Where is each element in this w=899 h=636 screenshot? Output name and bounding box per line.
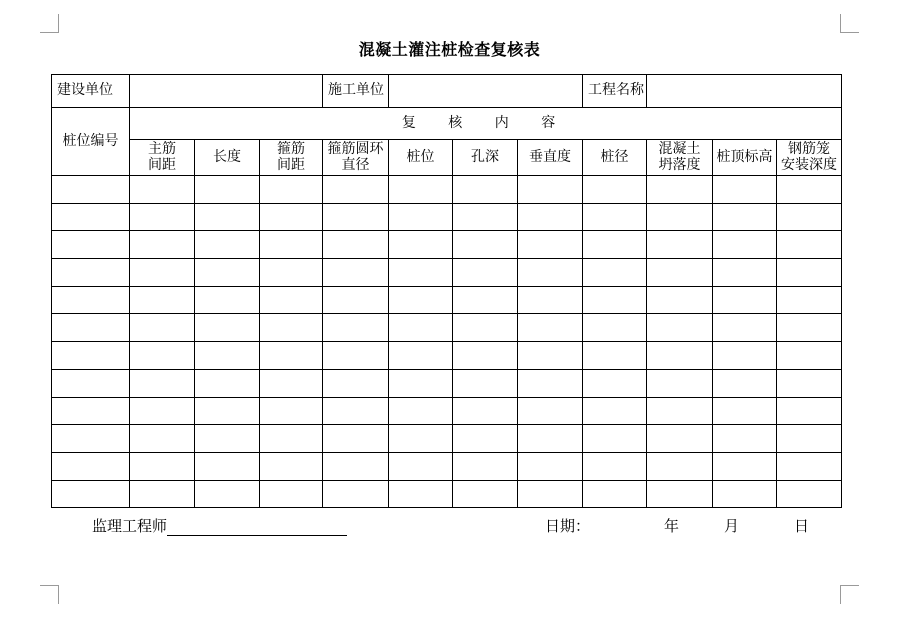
table-cell[interactable] bbox=[518, 452, 583, 480]
table-cell[interactable] bbox=[518, 342, 583, 370]
crop-mark-bottom-right bbox=[840, 585, 859, 604]
table-row bbox=[52, 259, 842, 287]
table-cell[interactable] bbox=[453, 397, 518, 425]
table-cell[interactable] bbox=[453, 369, 518, 397]
column-header-line1: 混凝土 bbox=[658, 141, 701, 158]
table-cell[interactable] bbox=[130, 452, 195, 480]
table-cell[interactable] bbox=[518, 259, 583, 287]
pile-no-cell[interactable] bbox=[52, 203, 130, 231]
table-row bbox=[52, 286, 842, 314]
column-header-line1: 桩位 bbox=[406, 148, 435, 165]
table-cell[interactable] bbox=[130, 231, 195, 259]
table-cell[interactable] bbox=[389, 176, 453, 204]
table-row bbox=[52, 397, 842, 425]
table-cell[interactable] bbox=[583, 397, 647, 425]
table-cell[interactable] bbox=[453, 480, 518, 508]
table-cell[interactable] bbox=[453, 286, 518, 314]
table-cell[interactable] bbox=[777, 452, 842, 480]
table-cell[interactable] bbox=[323, 314, 389, 342]
table-cell[interactable] bbox=[713, 203, 777, 231]
crop-mark-top-right bbox=[840, 14, 859, 33]
table-cell[interactable] bbox=[453, 314, 518, 342]
table-row bbox=[52, 231, 842, 259]
table-cell[interactable] bbox=[130, 176, 195, 204]
table-cell[interactable] bbox=[583, 203, 647, 231]
table-cell[interactable] bbox=[518, 397, 583, 425]
project-name-label: 工程名称 bbox=[583, 75, 647, 108]
table-row bbox=[52, 203, 842, 231]
table-cell[interactable] bbox=[323, 342, 389, 370]
table-cell[interactable] bbox=[777, 480, 842, 508]
column-header-line2: 间距 bbox=[277, 156, 305, 173]
table-cell[interactable] bbox=[713, 452, 777, 480]
table-cell[interactable] bbox=[323, 397, 389, 425]
table-cell[interactable] bbox=[130, 203, 195, 231]
table-cell[interactable] bbox=[583, 314, 647, 342]
table-cell[interactable] bbox=[518, 369, 583, 397]
column-header bbox=[130, 140, 195, 176]
column-header-line2: 安装深度 bbox=[781, 156, 838, 173]
pile-no-cell[interactable] bbox=[52, 425, 130, 453]
table-cell[interactable] bbox=[323, 425, 389, 453]
table-cell[interactable] bbox=[453, 176, 518, 204]
column-header bbox=[323, 140, 389, 176]
table-cell[interactable] bbox=[195, 176, 260, 204]
column-header-line2: 间距 bbox=[148, 156, 176, 173]
table-cell[interactable] bbox=[130, 314, 195, 342]
table-cell[interactable] bbox=[583, 286, 647, 314]
table-cell[interactable] bbox=[389, 231, 453, 259]
table-cell[interactable] bbox=[195, 203, 260, 231]
table-cell[interactable] bbox=[583, 231, 647, 259]
table-cell[interactable] bbox=[323, 231, 389, 259]
table-cell[interactable] bbox=[195, 480, 260, 508]
table-cell[interactable] bbox=[647, 286, 713, 314]
table-cell[interactable] bbox=[713, 369, 777, 397]
builder-unit-field[interactable] bbox=[389, 75, 583, 108]
column-header bbox=[713, 140, 777, 176]
table-cell[interactable] bbox=[713, 259, 777, 287]
table-cell[interactable] bbox=[583, 176, 647, 204]
table-cell[interactable] bbox=[323, 480, 389, 508]
column-header bbox=[647, 140, 713, 176]
date-label: 日期： bbox=[545, 517, 591, 535]
pile-no-cell[interactable] bbox=[52, 480, 130, 508]
table-cell[interactable] bbox=[323, 259, 389, 287]
table-cell[interactable] bbox=[195, 259, 260, 287]
table-cell[interactable] bbox=[323, 203, 389, 231]
table-cell[interactable] bbox=[260, 286, 323, 314]
table-cell[interactable] bbox=[583, 259, 647, 287]
table-cell[interactable] bbox=[260, 176, 323, 204]
pile-no-cell[interactable] bbox=[52, 369, 130, 397]
column-header-line1: 垂直度 bbox=[529, 148, 572, 165]
crop-mark-top-left bbox=[40, 14, 59, 33]
table-cell[interactable] bbox=[647, 203, 713, 231]
table-row bbox=[52, 176, 842, 204]
table-cell[interactable] bbox=[647, 259, 713, 287]
form-title: 混凝土灌注桩检查复核表 bbox=[358, 40, 541, 59]
supervisor-signature-line[interactable] bbox=[167, 517, 347, 536]
column-header bbox=[195, 140, 260, 176]
table-cell[interactable] bbox=[453, 425, 518, 453]
table-cell[interactable] bbox=[195, 397, 260, 425]
table-cell[interactable] bbox=[389, 342, 453, 370]
column-header-line2: 直径 bbox=[341, 156, 370, 173]
crop-mark-bottom-left bbox=[40, 585, 59, 604]
table-cell[interactable] bbox=[647, 397, 713, 425]
column-header-line1: 桩径 bbox=[600, 148, 629, 165]
table-row bbox=[52, 342, 842, 370]
table-cell[interactable] bbox=[777, 397, 842, 425]
table-cell[interactable] bbox=[713, 480, 777, 508]
table-cell[interactable] bbox=[713, 314, 777, 342]
project-name-field[interactable] bbox=[647, 75, 842, 108]
column-header-line1: 长度 bbox=[213, 148, 241, 165]
table-row bbox=[52, 314, 842, 342]
table-cell[interactable] bbox=[195, 286, 260, 314]
table-cell[interactable] bbox=[713, 342, 777, 370]
supervisor-label: 监理工程师 bbox=[92, 517, 168, 535]
table-row bbox=[52, 369, 842, 397]
table-row bbox=[52, 480, 842, 508]
column-header bbox=[453, 140, 518, 176]
column-header-row bbox=[52, 140, 842, 176]
pile-no-cell[interactable] bbox=[52, 397, 130, 425]
table-cell[interactable] bbox=[777, 286, 842, 314]
table-cell[interactable] bbox=[583, 452, 647, 480]
table-cell[interactable] bbox=[453, 231, 518, 259]
table-cell[interactable] bbox=[260, 452, 323, 480]
table-cell[interactable] bbox=[647, 369, 713, 397]
table-cell[interactable] bbox=[195, 231, 260, 259]
table-cell[interactable] bbox=[518, 425, 583, 453]
table-cell[interactable] bbox=[583, 369, 647, 397]
construction-unit-label: 建设单位 bbox=[52, 75, 130, 108]
column-header bbox=[389, 140, 453, 176]
table-cell[interactable] bbox=[260, 259, 323, 287]
table-cell[interactable] bbox=[389, 452, 453, 480]
table-cell[interactable] bbox=[260, 203, 323, 231]
table-cell[interactable] bbox=[647, 176, 713, 204]
table-cell[interactable] bbox=[260, 397, 323, 425]
table-cell[interactable] bbox=[130, 425, 195, 453]
table-cell[interactable] bbox=[260, 425, 323, 453]
pile-no-cell[interactable] bbox=[52, 176, 130, 204]
builder-unit-label: 施工单位 bbox=[323, 75, 389, 108]
pile-no-cell[interactable] bbox=[52, 231, 130, 259]
table-cell[interactable] bbox=[195, 369, 260, 397]
table-cell[interactable] bbox=[260, 314, 323, 342]
column-header bbox=[777, 140, 842, 176]
table-cell[interactable] bbox=[195, 452, 260, 480]
table-cell[interactable] bbox=[713, 397, 777, 425]
table-cell[interactable] bbox=[389, 369, 453, 397]
column-header bbox=[583, 140, 647, 176]
column-header-line1: 箍筋圆环 bbox=[327, 141, 384, 158]
table-cell[interactable] bbox=[583, 342, 647, 370]
table-cell[interactable] bbox=[389, 203, 453, 231]
review-content-label: 复 核 内 容 bbox=[130, 108, 842, 140]
table-cell[interactable] bbox=[130, 397, 195, 425]
column-header-line1: 孔深 bbox=[471, 148, 500, 165]
table-cell[interactable] bbox=[647, 425, 713, 453]
column-header-line1: 箍筋 bbox=[277, 141, 305, 158]
table-cell[interactable] bbox=[583, 425, 647, 453]
table-cell[interactable] bbox=[389, 425, 453, 453]
table-cell[interactable] bbox=[389, 314, 453, 342]
pile-no-cell[interactable] bbox=[52, 259, 130, 287]
table-cell[interactable] bbox=[130, 286, 195, 314]
table-cell[interactable] bbox=[777, 231, 842, 259]
pile-no-cell[interactable] bbox=[52, 314, 130, 342]
table-cell[interactable] bbox=[195, 425, 260, 453]
table-cell[interactable] bbox=[453, 452, 518, 480]
table-cell[interactable] bbox=[389, 259, 453, 287]
column-header-line2: 坍落度 bbox=[658, 156, 701, 173]
header-info-row bbox=[52, 75, 842, 108]
table-cell[interactable] bbox=[777, 314, 842, 342]
supervisor-signature bbox=[92, 515, 347, 536]
table-cell[interactable] bbox=[713, 286, 777, 314]
pile-no-cell[interactable] bbox=[52, 452, 130, 480]
table-cell[interactable] bbox=[195, 342, 260, 370]
column-header bbox=[518, 140, 583, 176]
column-header-line1: 钢筋笼 bbox=[788, 141, 831, 158]
construction-unit-field[interactable] bbox=[130, 75, 323, 108]
table-cell[interactable] bbox=[130, 369, 195, 397]
table-cell[interactable] bbox=[260, 342, 323, 370]
table-cell[interactable] bbox=[777, 342, 842, 370]
table-cell[interactable] bbox=[713, 176, 777, 204]
table-cell[interactable] bbox=[647, 314, 713, 342]
table-cell[interactable] bbox=[389, 286, 453, 314]
pile-no-label: 桩位编号 bbox=[52, 108, 130, 176]
review-header-row bbox=[52, 108, 842, 140]
table-cell[interactable] bbox=[647, 231, 713, 259]
table-cell[interactable] bbox=[518, 176, 583, 204]
table-cell[interactable] bbox=[713, 425, 777, 453]
table-cell[interactable] bbox=[389, 480, 453, 508]
table-cell[interactable] bbox=[323, 286, 389, 314]
table-cell[interactable] bbox=[518, 286, 583, 314]
table-cell[interactable] bbox=[777, 369, 842, 397]
table-cell[interactable] bbox=[647, 452, 713, 480]
table-cell[interactable] bbox=[323, 176, 389, 204]
table-cell[interactable] bbox=[195, 314, 260, 342]
table-cell[interactable] bbox=[260, 480, 323, 508]
column-header-line1: 主筋 bbox=[148, 141, 176, 158]
table-cell[interactable] bbox=[453, 342, 518, 370]
table-cell[interactable] bbox=[518, 203, 583, 231]
table-cell[interactable] bbox=[453, 203, 518, 231]
inspection-table bbox=[51, 74, 842, 508]
table-cell[interactable] bbox=[260, 369, 323, 397]
table-cell[interactable] bbox=[130, 259, 195, 287]
table-row bbox=[52, 425, 842, 453]
table-cell[interactable] bbox=[260, 231, 323, 259]
table-cell[interactable] bbox=[130, 480, 195, 508]
table-cell[interactable] bbox=[518, 480, 583, 508]
table-cell[interactable] bbox=[518, 314, 583, 342]
table-cell[interactable] bbox=[647, 480, 713, 508]
pile-no-cell[interactable] bbox=[52, 342, 130, 370]
table-cell[interactable] bbox=[518, 231, 583, 259]
table-cell[interactable] bbox=[777, 203, 842, 231]
pile-no-cell[interactable] bbox=[52, 286, 130, 314]
column-header-line1: 桩顶标高 bbox=[716, 148, 773, 165]
table-row bbox=[52, 452, 842, 480]
table-cell[interactable] bbox=[777, 259, 842, 287]
table-cell[interactable] bbox=[777, 176, 842, 204]
table-cell[interactable] bbox=[130, 342, 195, 370]
month-label: 月 bbox=[724, 517, 740, 535]
table-cell[interactable] bbox=[323, 452, 389, 480]
table-cell[interactable] bbox=[713, 231, 777, 259]
table-cell[interactable] bbox=[453, 259, 518, 287]
table-cell[interactable] bbox=[389, 397, 453, 425]
table-cell[interactable] bbox=[777, 425, 842, 453]
column-header bbox=[260, 140, 323, 176]
table-cell[interactable] bbox=[647, 342, 713, 370]
table-cell[interactable] bbox=[583, 480, 647, 508]
year-label: 年 bbox=[664, 517, 680, 535]
day-label: 日 bbox=[794, 517, 810, 535]
table-cell[interactable] bbox=[323, 369, 389, 397]
